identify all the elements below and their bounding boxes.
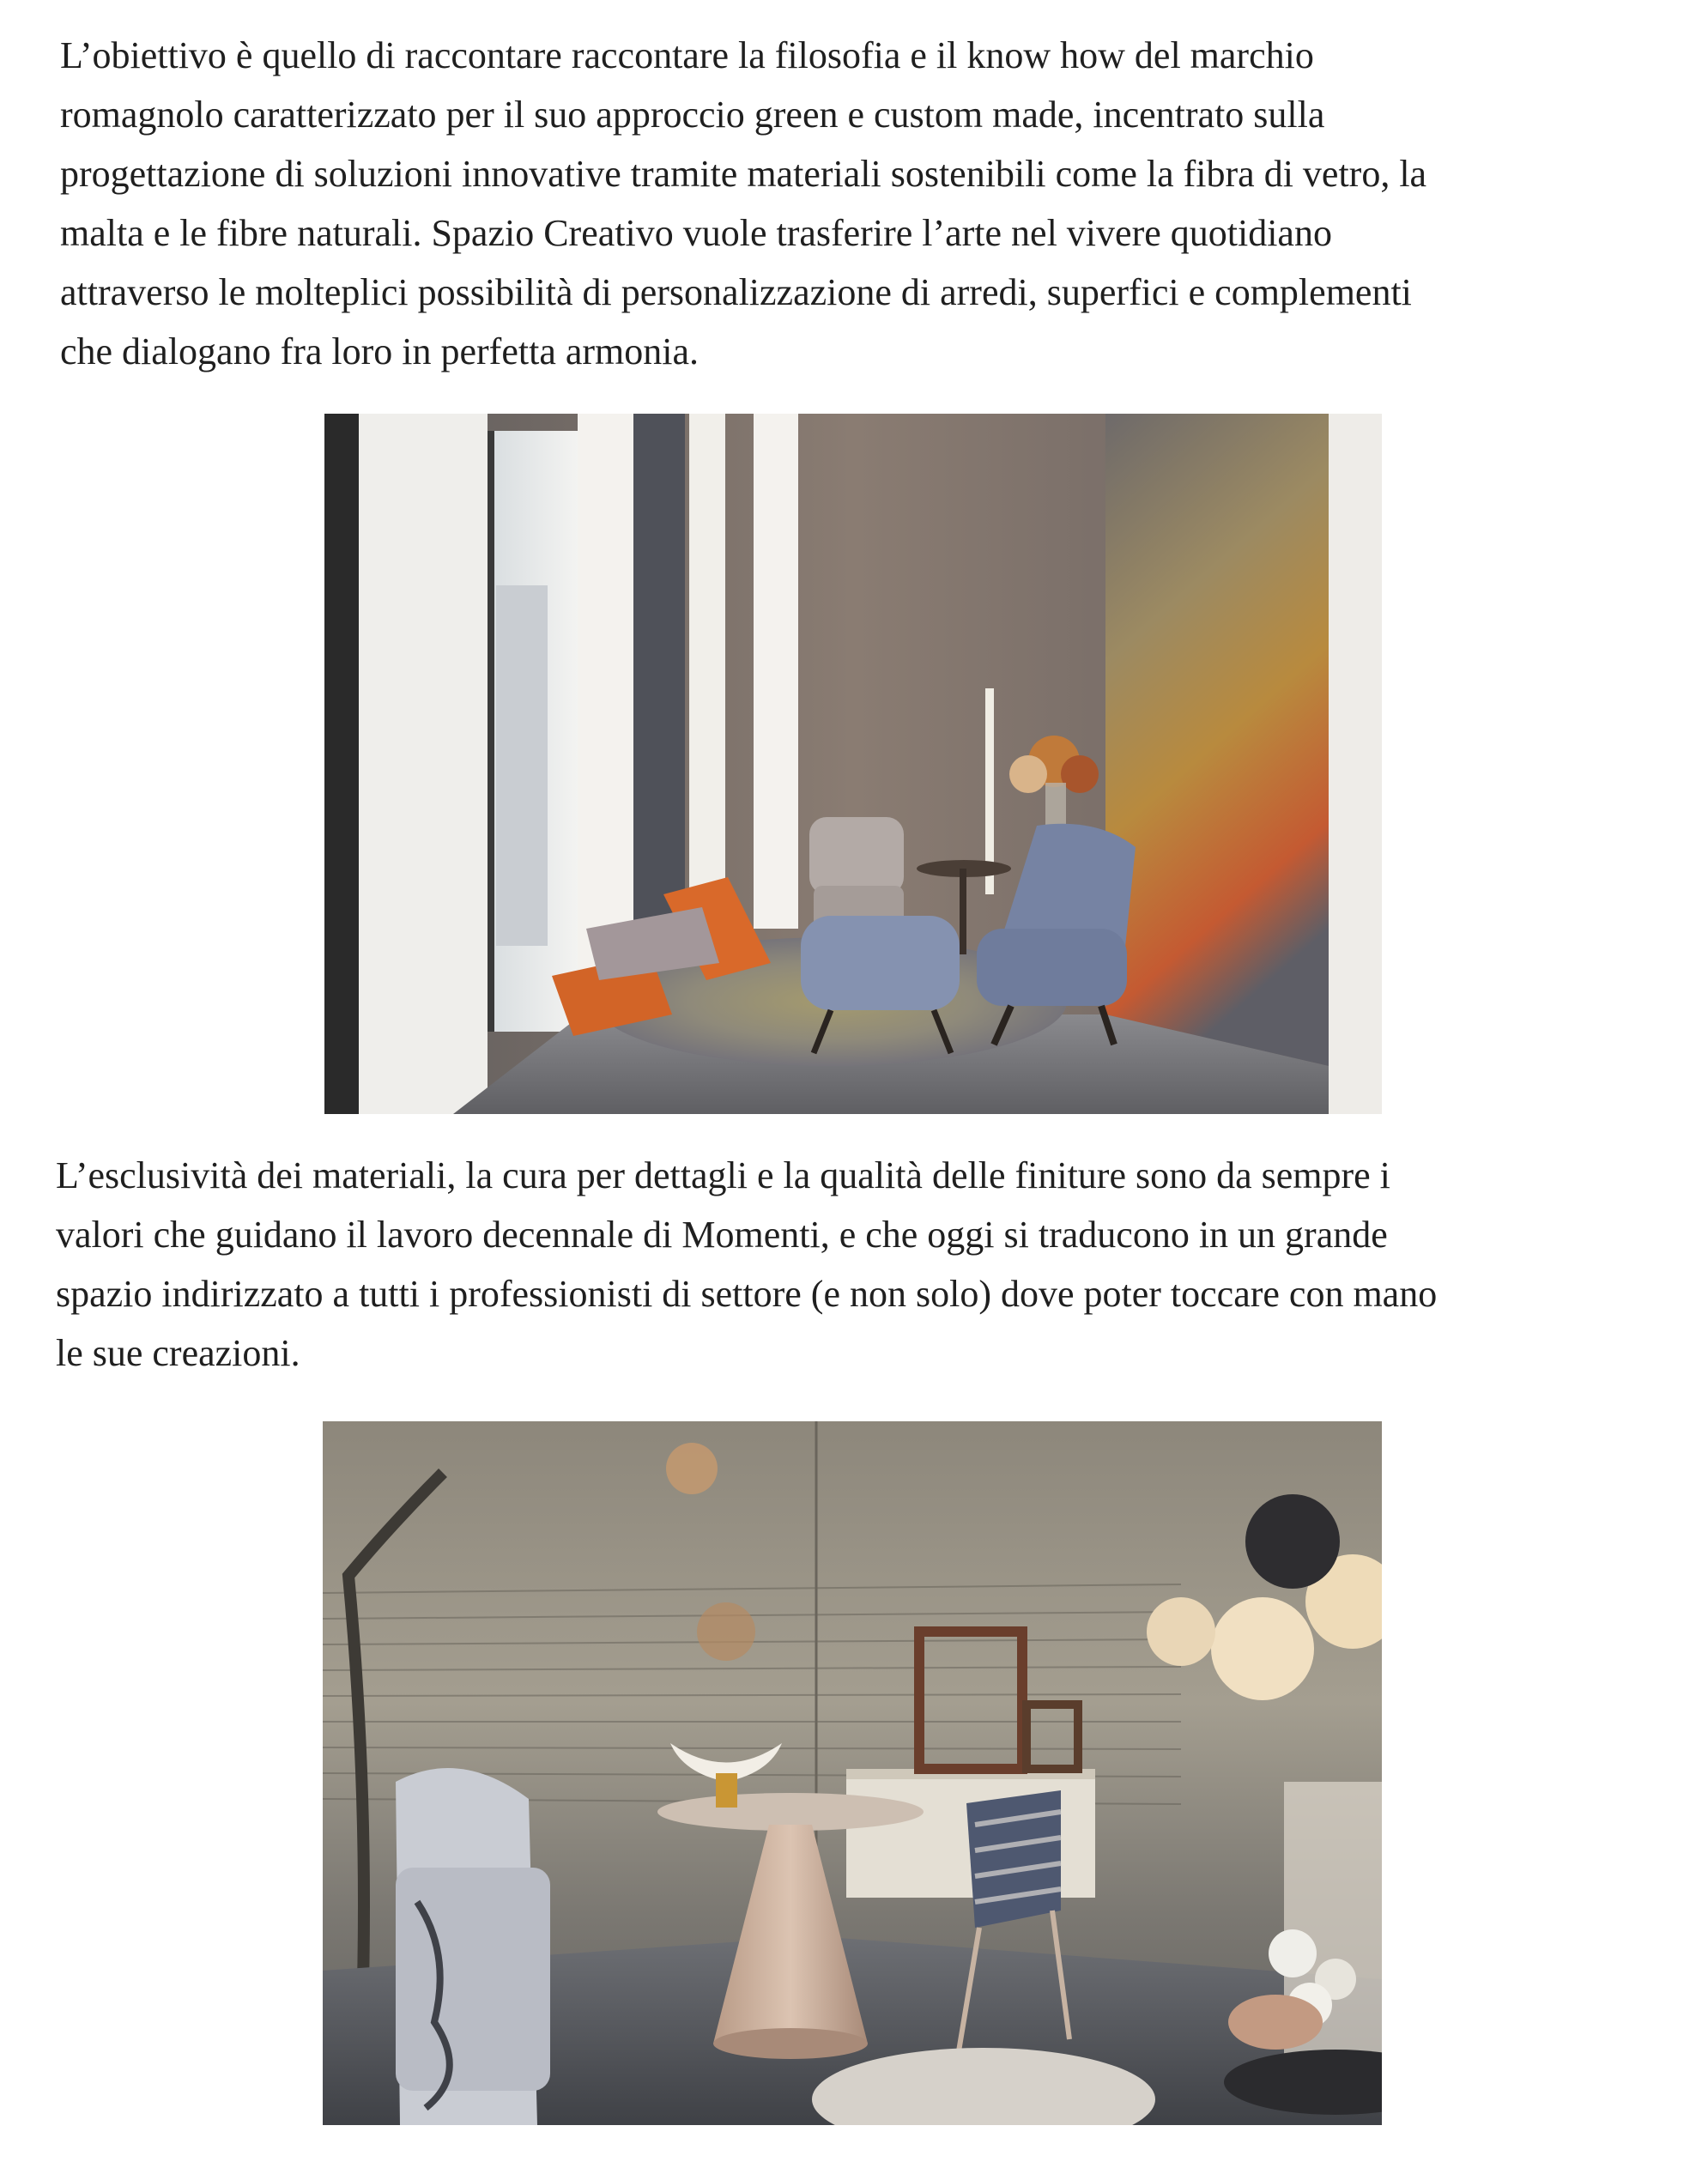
paragraph-line: L’obiettivo è quello di raccontare raccontare la filosofia e il know how del marchio (60, 34, 1314, 76)
intro-paragraph (60, 26, 1648, 381)
paragraph-line: valori che guidano il lavoro decennale di Momenti, e che oggi si traducono in un grande (56, 1214, 1388, 1256)
paragraph-line: malta e le fibre naturali. Spazio Creativo vuole trasferire l’arte nel vivere quotidiano (60, 212, 1332, 254)
showroom-photo-armchairs-drawing (324, 414, 1382, 1114)
paragraph-line: progettazione di soluzioni innovative tramite materiali sostenibili come la fibra di vetro, la (60, 153, 1427, 195)
showroom-photo-dining (323, 1421, 1382, 2125)
paragraph-line: spazio indirizzato a tutti i professionisti di settore (e non solo) dove poter toccare con mano (56, 1273, 1438, 1315)
showroom-photo-dining-drawing (323, 1421, 1382, 2125)
paragraph-line: L’esclusività dei materiali, la cura per dettagli e la qualità delle finiture sono da sempre i (56, 1154, 1390, 1196)
paragraph-line: attraverso le molteplici possibilità di personalizzazione di arredi, superfici e complementi (60, 271, 1412, 313)
materials-paragraph (56, 1146, 1644, 1383)
showroom-photo-armchairs (324, 414, 1382, 1114)
paragraph-line: le sue creazioni. (56, 1332, 300, 1374)
paragraph-line: che dialogano fra loro in perfetta armonia. (60, 330, 700, 372)
paragraph-line: romagnolo caratterizzato per il suo approccio green e custom made, incentrato sulla (60, 94, 1325, 136)
